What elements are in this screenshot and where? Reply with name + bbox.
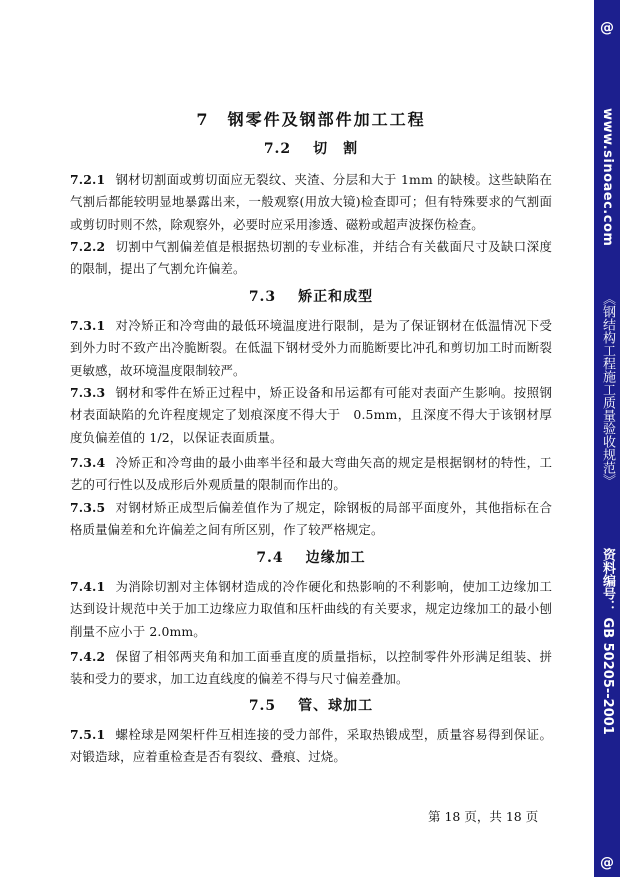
clause-text: 对冷矫正和冷弯曲的最低环境温度进行限制，是为了保证钢材在低温情况下受到外力时不致产出冷脆断裂。在低温下钢材受外力而脆断要比冲孔和剪切加工时而断裂更敏感，故环境温度限制较严。 — [70, 318, 552, 378]
clause-number: 7.3.5 — [70, 500, 106, 515]
chapter-heading — [70, 107, 552, 130]
section-number: 7.3 — [248, 289, 277, 305]
clause-text: 钢材切割面或剪切面应无裂纹、夹渣、分层和大于 1mm 的缺棱。这些缺陷在气割后都能较明显地暴露出来，一般观察(用放大镜)检查即可；但有特殊要求的气割面或剪切时则不然，除观察外，必要时应采用渗透、磁粉或超声波探伤检查。 — [70, 172, 552, 232]
clause-7-3-4 — [70, 452, 552, 497]
section-title: 管、球加工 — [298, 698, 374, 714]
section-number: 7.5 — [248, 698, 277, 714]
clause-text: 钢材和零件在矫正过程中，矫正设备和吊运都有可能对表面产生影响。按照钢材表面缺陷的允许程度规定了划痕深度不得大于 0.5mm，且深度不得大于该钢材厚度负偏差值的 1/2，以保证表面质量。 — [70, 385, 552, 445]
clause-number: 7.3.3 — [70, 385, 106, 400]
chapter-title: 钢零件及钢部件加工工程 — [227, 110, 426, 129]
clause-number: 7.3.4 — [70, 455, 106, 470]
at-sign-top: @ — [600, 20, 614, 36]
section-title: 切 割 — [313, 141, 359, 157]
clause-number: 7.3.1 — [70, 318, 106, 333]
section-number: 7.2 — [263, 141, 292, 157]
document-code: 资料编号： GB 50205--2001 — [600, 548, 615, 735]
clause-number: 7.2.2 — [70, 239, 106, 254]
section-heading-7-5 — [70, 695, 552, 715]
clause-text: 冷矫正和冷弯曲的最小曲率半径和最大弯曲矢高的规定是根据钢材的特性，工艺的可行性以及成形后外观质量的限制而作出的。 — [70, 455, 552, 493]
clause-7-2-2 — [70, 236, 552, 281]
section-number: 7.4 — [256, 550, 284, 566]
clause-7-3-3 — [70, 382, 552, 449]
section-heading-7-3 — [70, 286, 552, 306]
section-heading-7-4 — [70, 547, 552, 567]
clause-7-3-5 — [70, 497, 552, 542]
website-url: www.sinoaec.com — [600, 108, 615, 247]
clause-text: 螺栓球是网架杆件互相连接的受力部件，采取热锻成型，质量容易得到保证。对锻造球，应着重检查是否有裂纹、叠痕、过烧。 — [70, 727, 552, 765]
clause-text: 切割中气割偏差值是根据热切割的专业标准，并结合有关截面尺寸及缺口深度的限制，提出了气割允许偏差。 — [70, 239, 552, 277]
clause-7-3-1 — [70, 315, 552, 382]
page-number-footer: 第 18 页，共 18 页 — [428, 809, 539, 824]
clause-number: 7.2.1 — [70, 172, 106, 187]
section-title: 边缘加工 — [305, 550, 366, 566]
clause-text: 保留了相邻两夹角和加工面垂直度的质量指标，以控制零件外形满足组装、拼装和受力的要求，加工边直线度的偏差不得与尺寸偏差叠加。 — [70, 649, 552, 687]
clause-7-4-1 — [70, 576, 552, 643]
clause-text: 对钢材矫正成型后偏差值作为了规定，除钢板的局部平面度外，其他指标在合格质量偏差和允许偏差之间有所区别，作了较严格规定。 — [70, 500, 552, 538]
clause-7-2-1 — [70, 169, 552, 236]
chapter-number: 7 — [196, 110, 210, 129]
at-sign-bottom: @ — [600, 855, 614, 871]
clause-7-4-2 — [70, 646, 552, 691]
clause-text: 为消除切割对主体钢材造成的冷作硬化和热影响的不利影响，使加工边缘加工达到设计规范中关于加工边缘应力取值和压杆曲线的有关要求，规定边缘加工的最小刨削量不应小于 2.0mm。 — [70, 579, 552, 639]
clause-number: 7.4.2 — [70, 649, 106, 664]
clause-number: 7.5.1 — [70, 727, 106, 742]
book-title: 《钢结构工程施工质量验收规范》 — [600, 292, 615, 487]
section-heading-7-2 — [70, 138, 552, 158]
section-title: 矫正和成型 — [298, 289, 374, 305]
side-banner — [594, 0, 620, 877]
clause-number: 7.4.1 — [70, 579, 106, 594]
clause-7-5-1 — [70, 724, 552, 769]
